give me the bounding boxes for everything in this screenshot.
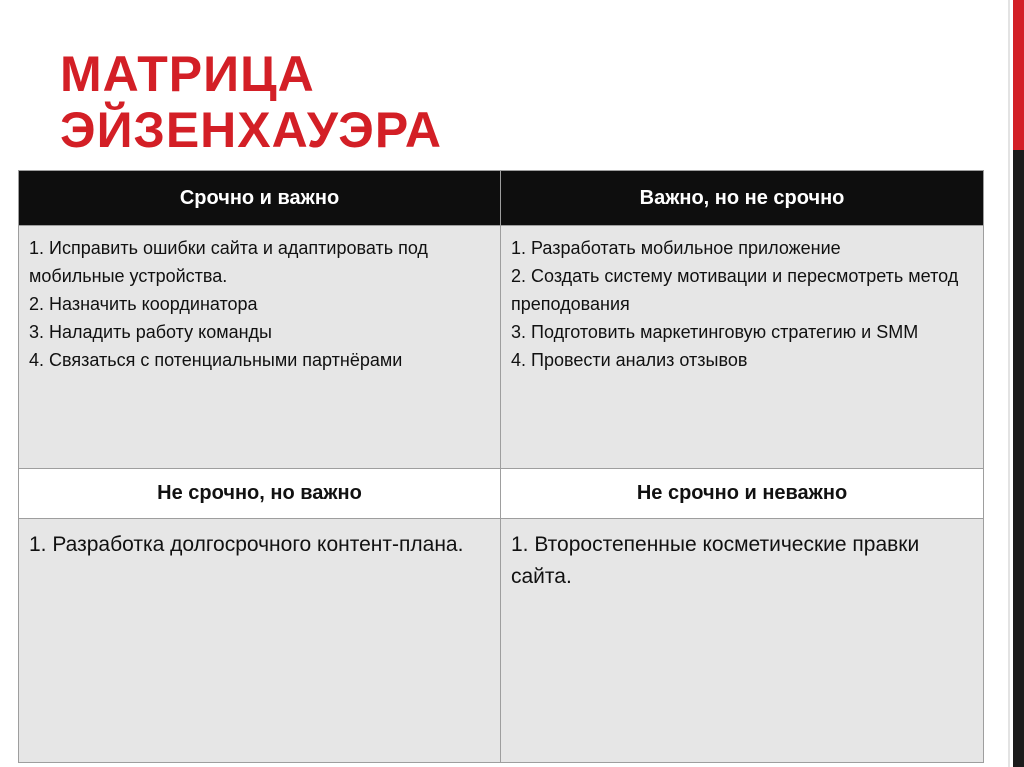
slide-title-line-2: ЭЙЗЕНХАУЭРА bbox=[60, 102, 442, 158]
quadrant-list-not-urgent-important bbox=[29, 529, 490, 561]
quadrant-cell-not-urgent-not-important bbox=[501, 519, 984, 763]
list-item: 2. Назначить координатора bbox=[29, 294, 258, 314]
quadrant-list-important-not-urgent bbox=[511, 234, 973, 374]
quadrant-header-not-urgent-important: Не срочно, но важно bbox=[19, 469, 501, 519]
quadrant-header-not-urgent-not-important: Не срочно и неважно bbox=[501, 469, 984, 519]
list-item: 1. Разработать мобильное приложение bbox=[511, 238, 841, 258]
slide-title bbox=[60, 46, 442, 158]
quadrant-header-urgent-important: Срочно и важно bbox=[19, 171, 501, 226]
list-item: 2. Создать систему мотивации и пересмотреть метод преподования bbox=[511, 266, 959, 314]
slide-side-accent bbox=[1004, 0, 1024, 767]
matrix-header-row-top bbox=[19, 171, 984, 226]
eisenhower-matrix-table bbox=[18, 170, 984, 763]
matrix-body-row-bottom bbox=[19, 519, 984, 763]
slide-title-line-1: МАТРИЦА bbox=[60, 46, 315, 102]
matrix-body-row-top bbox=[19, 226, 984, 469]
matrix-header-row-bottom bbox=[19, 469, 984, 519]
quadrant-list-not-urgent-not-important bbox=[511, 529, 973, 593]
quadrant-cell-not-urgent-important bbox=[19, 519, 501, 763]
quadrant-cell-urgent-important bbox=[19, 226, 501, 469]
list-item: 3. Наладить работу команды bbox=[29, 322, 272, 342]
list-item: 4. Провести анализ отзывов bbox=[511, 350, 748, 370]
side-accent-thin-line bbox=[1008, 0, 1010, 767]
list-item: 1. Разработка долгосрочного контент-плана. bbox=[29, 533, 464, 556]
side-accent-dark-bar bbox=[1013, 150, 1024, 767]
list-item: 3. Подготовить маркетинговую стратегию и SMM bbox=[511, 322, 919, 342]
quadrant-list-urgent-important bbox=[29, 234, 490, 374]
list-item: 1. Исправить ошибки сайта и адаптировать под мобильные устройства. bbox=[29, 238, 428, 286]
list-item: 1. Второстепенные косметические правки сайта. bbox=[511, 533, 920, 588]
side-accent-red-bar bbox=[1013, 0, 1024, 150]
list-item: 4. Связаться с потенциальными партнёрами bbox=[29, 350, 403, 370]
quadrant-header-important-not-urgent: Важно, но не срочно bbox=[501, 171, 984, 226]
quadrant-cell-important-not-urgent bbox=[501, 226, 984, 469]
